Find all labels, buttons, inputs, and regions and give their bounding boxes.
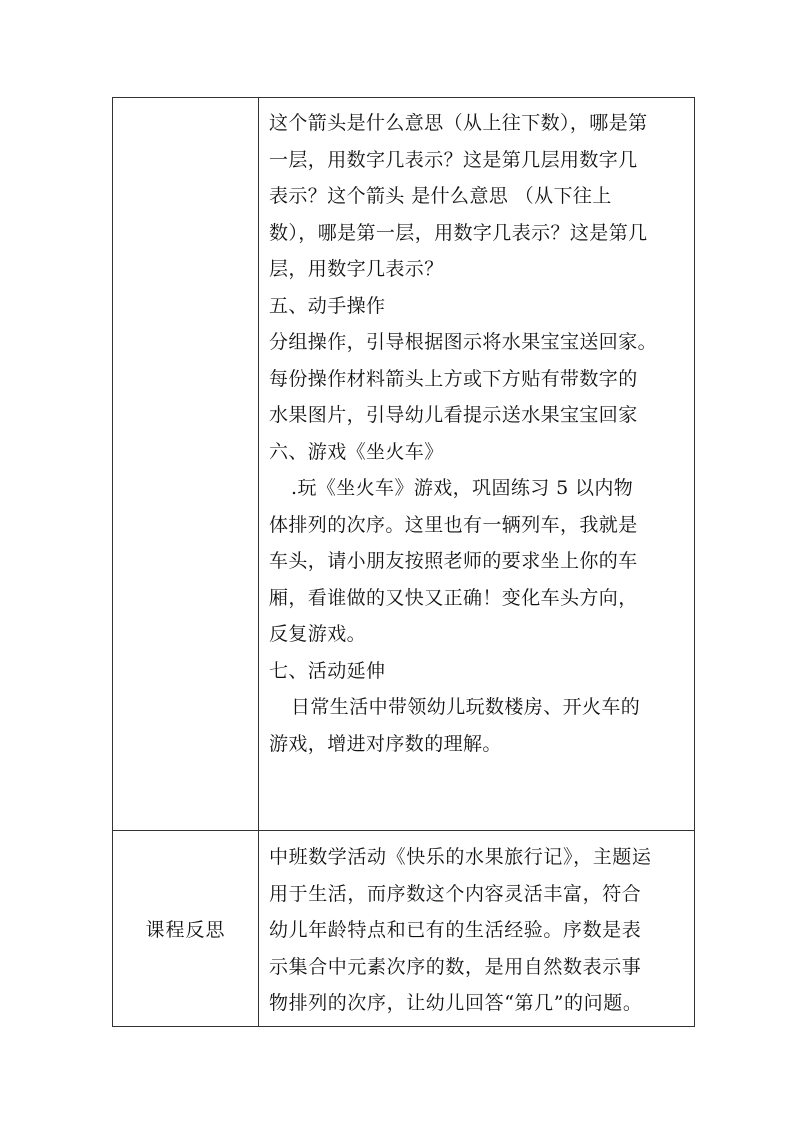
text-line: 一层，用数字几表示？这是第几层用数字几 [269, 148, 638, 171]
text-line: 每份操作材料箭头上方或下方贴有带数字的 [269, 367, 638, 390]
text-line: 水果图片，引导幼儿看提示送水果宝宝回家 [269, 404, 638, 426]
text-line: 数），哪是第一层，用数字几表示？这是第几 [269, 221, 648, 244]
text-line: 用于生活，而序数这个内容灵活丰富，符合 [269, 882, 642, 905]
activity-process-content-cell [259, 98, 695, 831]
text-line: 体排列的次序。这里也有一辆列车，我就是 [269, 513, 638, 536]
text-line: 反复游戏。 [269, 623, 367, 645]
text-line: 日常生活中带领幼儿玩数楼房、开火车的 [291, 696, 641, 718]
text-line: 示集合中元素次序的数，是用自然数表示事 [269, 955, 642, 978]
lesson-plan-table [112, 97, 695, 1027]
text-line: 幼儿年龄特点和已有的生活经验。序数是表 [269, 919, 642, 941]
section-heading-hands-on: 五、动手操作 [269, 294, 386, 317]
text-line: .玩《坐火车》游戏，巩固练习 5 以内物 [291, 477, 634, 499]
row-label-cell [113, 98, 259, 831]
activity-process-row [113, 98, 695, 831]
text-line: 车头，请小朋友按照老师的要求坐上你的车 [269, 550, 638, 572]
text-line: 游戏，增进对序数的理解。 [269, 732, 502, 755]
text-line: 层，用数字几表示？ [269, 258, 444, 280]
text-line: 中班数学活动《快乐的水果旅行记》，主题运 [269, 846, 652, 868]
text-line: 表示？这个箭头 是什么意思 （从下往上 [269, 185, 612, 207]
text-line: 厢，看谁做的又快又正确！变化车头方向， [269, 586, 638, 609]
text-line: 这个箭头是什么意思（从上往下数），哪是第 [269, 112, 648, 134]
section-heading-game: 六、游戏《坐火车》 [269, 440, 444, 463]
course-reflection-content-cell [259, 831, 695, 1027]
text-line: 分组操作，引导根据图示将水果宝宝送回家。 [269, 331, 658, 353]
section-heading-extension: 七、活动延伸 [269, 659, 386, 682]
text-line: 物排列的次序，让幼儿回答“第几”的问题。 [269, 992, 643, 1014]
course-reflection-row [113, 831, 695, 1027]
course-reflection-label: 课程反思 [113, 831, 259, 1027]
